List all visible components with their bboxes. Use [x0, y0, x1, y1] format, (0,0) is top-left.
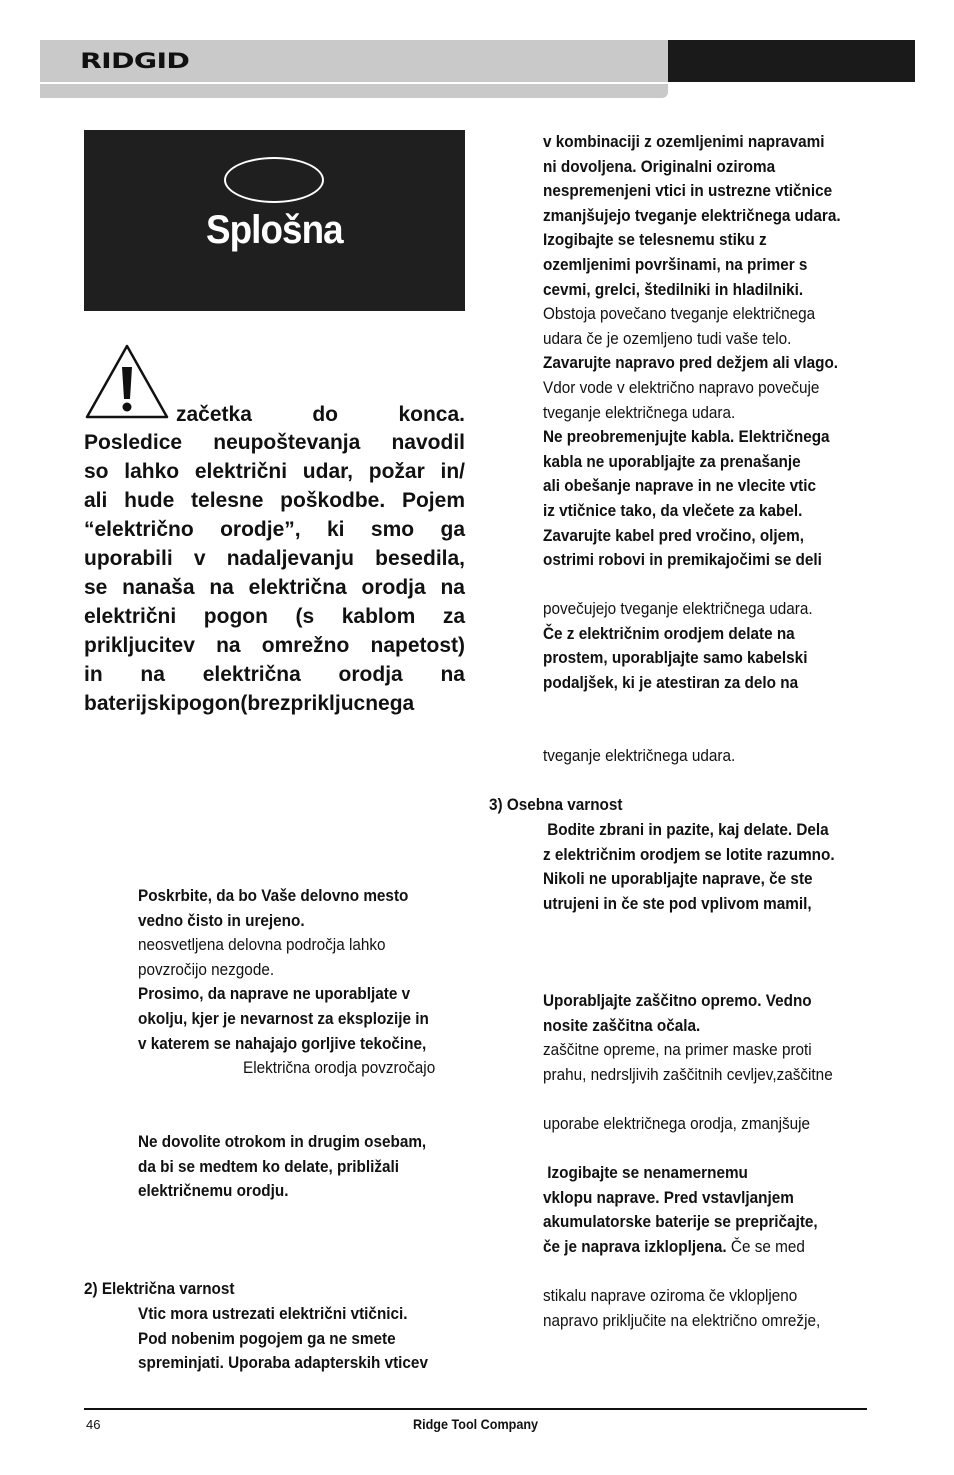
text-line: v kombinaciji z ozemljenimi napravami — [543, 132, 825, 151]
warning-text — [84, 428, 465, 718]
text-line: akumulatorske baterije se prepričajte, — [543, 1212, 818, 1232]
unintended-start-text — [543, 1161, 818, 1259]
text-line: vedno čisto in urejeno. — [138, 910, 305, 930]
text-line: Prosimo, da naprave ne uporabljate v — [138, 984, 411, 1004]
warning-line: se nanaša na električna orodja na — [84, 576, 465, 599]
text-line: Če z električnim orodjem delate na — [543, 623, 795, 643]
text-line: Izogibajte se telesnemu stiku z — [543, 230, 767, 250]
text-line: spreminjati. Uporaba adapterskih vticev — [138, 1353, 428, 1373]
text-line: v katerem se nahajajo gorljive tekočine, — [138, 1033, 427, 1053]
text-line: zmanjšujejo tveganje električnega udara. — [543, 205, 841, 225]
text-line: Obstoja povečano tveganje električnega — [543, 304, 816, 324]
text-line: iz vtičnice tako, da vlečete za kabel. — [543, 500, 803, 520]
warning-line: in na električna orodja na — [84, 663, 465, 686]
text-line: Izogibajte se nenamernemu — [543, 1163, 748, 1182]
text-line: Zavarujte kabel pred vročino, oljem, — [543, 525, 805, 545]
section-3-heading: 3) Osebna varnost — [489, 795, 623, 814]
page-title: Splošna — [206, 208, 343, 252]
page-number: 46 — [86, 1417, 101, 1432]
text-line: nespremenjeni vtici in ustrezne vtičnice — [543, 181, 833, 201]
header-strip — [40, 84, 668, 98]
text-line: Zavarujte napravo pred dežjem ali vlago. — [543, 353, 839, 373]
text-line: Vtic mora ustrezati električni vtičnici. — [138, 1304, 408, 1323]
personal-safety-text — [543, 818, 835, 916]
outdoor-cable-text — [543, 597, 813, 695]
text-line: Električna orodja povzročajo — [243, 1058, 436, 1077]
text-line: prostem, uporabljajte samo kabelski — [543, 648, 808, 668]
text-line: stikalu naprave oziroma če vklopljeno — [543, 1286, 798, 1305]
workplace-safety-text — [138, 884, 429, 1056]
text-line: povzročijo nezgode. — [138, 959, 275, 979]
warning-line: ali hude telesne poškodbe. Pojem — [84, 489, 465, 512]
warning-line: so lahko električni udar, požar in/ — [84, 460, 465, 483]
text-line: da bi se medtem ko delate, približali — [138, 1156, 400, 1176]
text-line: z električnim orodjem se lotite razumno. — [543, 844, 835, 864]
children-warning-text — [138, 1130, 426, 1204]
footer-rule — [84, 1408, 867, 1410]
text-line: okolju, kjer je nevarnost za eksplozije in — [138, 1008, 429, 1028]
text-line: neosvetljena delovna področja lahko — [138, 935, 386, 955]
text-line: ali obešanje naprave in ne vlecite vtic — [543, 476, 816, 496]
text-line: Pod nobenim pogojem ga ne smete — [138, 1328, 396, 1348]
text-line: nosite zaščitna očala. — [543, 1015, 701, 1035]
text-line: ozemljenimi površinami, na primer s — [543, 254, 808, 274]
text-line: utrujeni in če ste pod vplivom mamil, — [543, 893, 812, 913]
warning-line: električni pogon (s kablom za — [84, 605, 465, 628]
text-line: Ne preobremenjujte kabla. Električnega — [543, 427, 830, 447]
text-line: Uporabljajte zaščitno opremo. Vedno — [543, 991, 812, 1010]
text-line: uporabe električnega orodja, zmanjšuje — [543, 1114, 811, 1133]
protective-equipment-text — [543, 989, 833, 1087]
text-line: tveganje električnega udara. — [543, 402, 736, 422]
text-line: prahu, nedrsljivih zaščitnih cevljev,zaščitne — [543, 1064, 833, 1084]
text-line: cevmi, grelci, štedilniki in hladilniki. — [543, 279, 804, 299]
warning-line: uporabili v nadaljevanju besedila, — [84, 547, 465, 570]
switch-text — [543, 1284, 820, 1333]
text-line: Bodite zbrani in pazite, kaj delate. Dela — [543, 820, 829, 839]
warning-lead: začetka do konca. — [176, 403, 465, 426]
warning-line: “električno orodje”, ki smo ga — [84, 518, 465, 541]
title-oval — [224, 157, 324, 203]
text-line: udara če je ozemljeno tudi vaše telo. — [543, 328, 792, 348]
text-line — [543, 1235, 818, 1260]
footer-company: Ridge Tool Company — [413, 1416, 539, 1432]
text-fragment: če je naprava izklopljena. — [543, 1236, 727, 1256]
text-line: ni dovoljena. Originalni oziroma — [543, 156, 776, 176]
text-line: napravo priključite na električno omrežje, — [543, 1310, 821, 1330]
section-2-heading: 2) Električna varnost — [84, 1279, 235, 1298]
text-line: električnemu orodju. — [138, 1181, 289, 1201]
warning-line: baterijskipogon(brezprikljucnega — [84, 692, 415, 715]
text-line: kabla ne uporabljajte za prenašanje — [543, 451, 801, 471]
text-line: podaljšek, ki je atestiran za delo na — [543, 672, 799, 692]
text-line: ostrimi robovi in premikajočimi se deli — [543, 550, 822, 570]
brand-logo: RIDGID — [80, 49, 190, 73]
grounding-text — [543, 130, 841, 573]
text-line: tveganje električnega udara. — [543, 746, 736, 765]
warning-line: prikljucitev na omrežno napetost) — [84, 634, 465, 657]
warning-icon — [84, 343, 170, 420]
text-line: Ne dovolite otrokom in drugim osebam, — [138, 1132, 427, 1151]
text-line: zaščitne opreme, na primer maske proti — [543, 1040, 812, 1060]
text-line: povečujejo tveganje električnega udara. — [543, 599, 813, 618]
text-fragment: Če se med — [726, 1236, 805, 1256]
text-line: Poskrbite, da bo Vaše delovno mesto — [138, 886, 409, 905]
text-line: Vdor vode v električno napravo povečuje — [543, 377, 820, 397]
header-black-tab — [668, 40, 915, 82]
text-line: vklopu naprave. Pred vstavljanjem — [543, 1187, 794, 1207]
electrical-safety-text — [138, 1302, 428, 1376]
text-line: Nikoli ne uporabljajte naprave, če ste — [543, 869, 813, 889]
warning-line: Posledice neupoštevanja navodil — [84, 431, 465, 454]
